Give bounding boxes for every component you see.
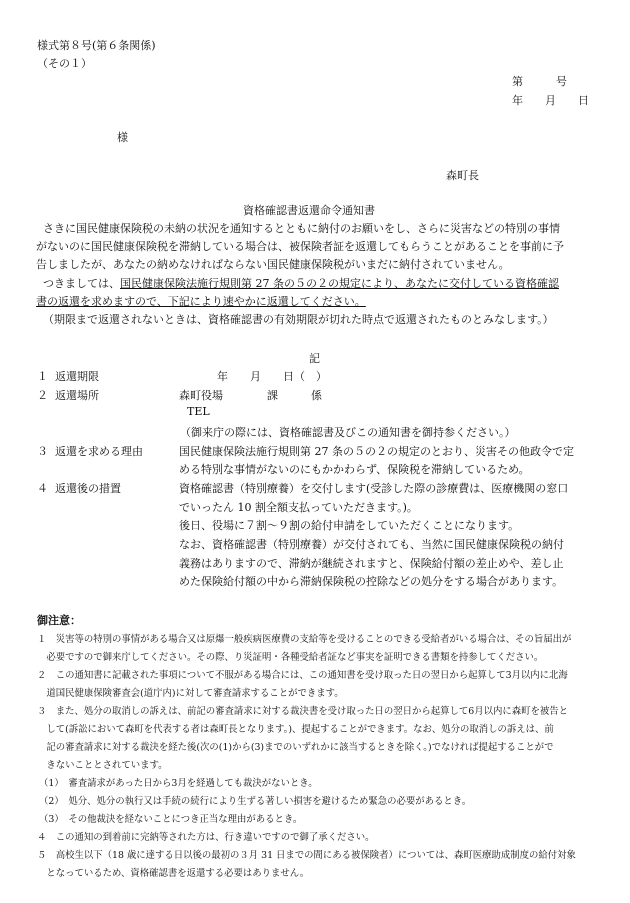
- sender: 森町長: [446, 169, 479, 182]
- underlined-text: 書の返還を求めますので、下記により速やかに返還してください。: [36, 295, 366, 308]
- page-title: 資格確認書返還命令通知書: [243, 204, 375, 217]
- item-value: 後日、役場に７割～９割の給付申請をしていただくことになります。: [179, 519, 520, 532]
- body-line: [43, 275, 559, 291]
- item-value: めた保険給付額の中から滞納保険税の控除などの処分をする場合があります。: [179, 575, 564, 588]
- item-value: （御来庁の際には、資格確認書及びこの通知書を御持参ください。）: [180, 426, 516, 439]
- ki-mark: 記: [309, 352, 320, 365]
- item-value: でいったん 10 割全額支払っていただきます。)。: [179, 501, 418, 514]
- addressee: 様: [117, 131, 128, 144]
- item-value: める特別な事情がないのにもかかわらず、保険税を滞納しているため。: [179, 463, 530, 476]
- note-line: （1） 審査請求があった日から3月を経過しても裁決がないとき。: [39, 778, 318, 789]
- document-number: 第 号: [512, 75, 567, 88]
- document-date: 年 月 日: [512, 94, 589, 107]
- note-line: 記の審査請求に対する裁決を経た後(次の(1)から(3)までのいずれかに該当するときを除く。)でなければ提起することがで: [37, 742, 554, 753]
- note-line: 道国民健康保険審査会(道庁内)に対して審査請求することができます。: [37, 688, 344, 699]
- item-value: TEL: [187, 405, 210, 418]
- body-line: 告しましたが、あなたの納めなければならない国民健康保険税がいまだに納付されていません。: [36, 258, 510, 271]
- note-line: ４ この通知の到着前に完納等された方は、行き違いですので御了承ください。: [37, 832, 375, 843]
- note-line: となっているため、資格確認書を返還する必要はありません。: [37, 868, 310, 879]
- body-line: さきに国民健康保険税の未納の状況を通知するとともに納付のお願いをし、さらに災害などの特別の事情: [43, 222, 560, 235]
- note-line: ２ この通知書に記載された事項について不服がある場合には、この通知書を受け取った日の翌日から起算して3月以内に北海: [37, 670, 568, 681]
- item-value: 森町役場 課 係: [179, 389, 322, 402]
- form-number: 様式第８号(第６条関係): [37, 39, 156, 52]
- body-prefix: つきましては、: [43, 277, 120, 290]
- item-value: 義務はありますので、滞納が継続されますと、保険給付額の差止めや、差し止: [179, 557, 564, 570]
- item-value: 資格確認書（特別療養）を交付します(受診した際の診療費は、医療機関の窓口: [179, 482, 569, 495]
- note-line: 必要ですので御来庁してください。その際、り災証明・各種受給者証など事実を証明できる書類を持参してください。: [37, 652, 544, 663]
- note-line: １ 災害等の特別の事情がある場合又は原爆一般疾病医療費の支給等を受けることのできる受給者がいる場合は、その旨届出が: [37, 634, 572, 645]
- note-line: ３ また、処分の取消しの訴えは、前記の審査請求に対する裁決書を受け取った日の翌日から起算して6月以内に森町を被告と: [37, 706, 568, 717]
- body-line: がないのに国民健康保険税を滞納している場合は、被保険者証を返還してもらうことがあることを事前に予: [36, 240, 564, 253]
- body-line: （期限まで返還されないときは、資格確認書の有効期限が切れた時点で返還されたものとみなします。）: [43, 313, 554, 326]
- item-label: 返還期限: [55, 370, 99, 383]
- note-line: ５ 高校生以下（18 歳に達する日以後の最初の３月 31 日までの間にある被保険者）については、森町医療助成制度の給付対象: [37, 850, 576, 861]
- notes-heading: 御注意：: [37, 614, 81, 627]
- underlined-text: 国民健康保険法施行規則第 27 条の５の２の規定により、あなたに交付している資格確認: [120, 277, 559, 290]
- item-label: 返還を求める理由: [55, 445, 143, 458]
- item-label: 返還後の措置: [55, 482, 121, 495]
- item-value: 年 月 日（ ）: [217, 370, 327, 383]
- note-line: （2） 処分、処分の執行又は手続の続行により生ずる著しい損害を避けるため緊急の必要があるとき。: [39, 796, 472, 807]
- item-label: 返還場所: [55, 389, 99, 402]
- note-line: して(訴訟において森町を代表する者は森町長となります。)、提起することができます。なお、処分の取消しの訴えは、前: [37, 724, 554, 735]
- item-value: 国民健康保険法施行規則第 27 条の５の２の規定のとおり、災害その他政令で定: [179, 445, 574, 458]
- note-line: （3） その他裁決を経ないことにつき正当な理由があるとき。: [39, 814, 303, 825]
- form-part: （その１）: [37, 57, 92, 70]
- note-line: きないこととされています。: [37, 760, 168, 771]
- item-value: なお、資格確認書（特別療養）が交付されても、当然に国民健康保険税の納付: [179, 538, 564, 551]
